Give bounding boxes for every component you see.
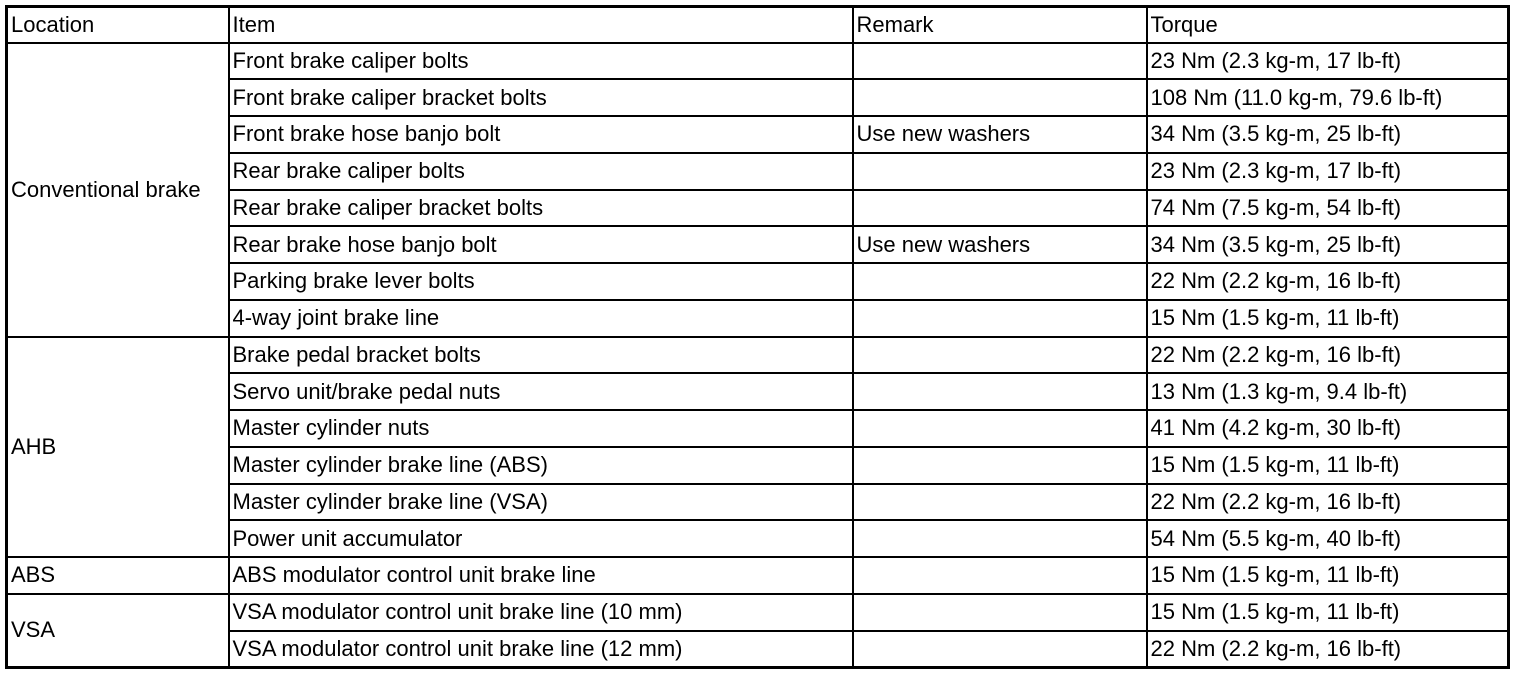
item-cell: Master cylinder nuts bbox=[229, 410, 853, 447]
remark-cell bbox=[853, 447, 1147, 484]
header-item: Item bbox=[229, 7, 853, 43]
torque-cell: 22 Nm (2.2 kg-m, 16 lb-ft) bbox=[1147, 263, 1509, 300]
torque-cell: 13 Nm (1.3 kg-m, 9.4 lb-ft) bbox=[1147, 373, 1509, 410]
remark-cell bbox=[853, 410, 1147, 447]
torque-cell: 15 Nm (1.5 kg-m, 11 lb-ft) bbox=[1147, 300, 1509, 337]
remark-cell bbox=[853, 79, 1147, 116]
location-cell: AHB bbox=[7, 337, 229, 558]
remark-cell: Use new washers bbox=[853, 226, 1147, 263]
table-row bbox=[7, 520, 1509, 557]
remark-cell bbox=[853, 631, 1147, 668]
header-row bbox=[7, 7, 1509, 43]
location-cell: VSA bbox=[7, 594, 229, 668]
item-cell: Front brake caliper bracket bolts bbox=[229, 79, 853, 116]
item-cell: Front brake caliper bolts bbox=[229, 43, 853, 80]
table-body bbox=[7, 43, 1509, 668]
remark-cell bbox=[853, 373, 1147, 410]
torque-cell: 15 Nm (1.5 kg-m, 11 lb-ft) bbox=[1147, 594, 1509, 631]
table-row bbox=[7, 300, 1509, 337]
remark-cell bbox=[853, 557, 1147, 594]
remark-cell: Use new washers bbox=[853, 116, 1147, 153]
item-cell: Power unit accumulator bbox=[229, 520, 853, 557]
torque-cell: 23 Nm (2.3 kg-m, 17 lb-ft) bbox=[1147, 153, 1509, 190]
table-row bbox=[7, 153, 1509, 190]
header-remark: Remark bbox=[853, 7, 1147, 43]
remark-cell bbox=[853, 263, 1147, 300]
item-cell: Servo unit/brake pedal nuts bbox=[229, 373, 853, 410]
item-cell: VSA modulator control unit brake line (12 mm) bbox=[229, 631, 853, 668]
torque-specification-table bbox=[5, 5, 1510, 669]
torque-cell: 22 Nm (2.2 kg-m, 16 lb-ft) bbox=[1147, 337, 1509, 374]
table-row bbox=[7, 594, 1509, 631]
table-row bbox=[7, 447, 1509, 484]
table-row bbox=[7, 226, 1509, 263]
table-row bbox=[7, 631, 1509, 668]
table-row bbox=[7, 484, 1509, 521]
item-cell: Brake pedal bracket bolts bbox=[229, 337, 853, 374]
torque-cell: 108 Nm (11.0 kg-m, 79.6 lb-ft) bbox=[1147, 79, 1509, 116]
table-header bbox=[7, 7, 1509, 43]
item-cell: ABS modulator control unit brake line bbox=[229, 557, 853, 594]
table-row bbox=[7, 263, 1509, 300]
header-location: Location bbox=[7, 7, 229, 43]
torque-cell: 22 Nm (2.2 kg-m, 16 lb-ft) bbox=[1147, 484, 1509, 521]
location-cell: Conventional brake bbox=[7, 43, 229, 337]
item-cell: Master cylinder brake line (VSA) bbox=[229, 484, 853, 521]
remark-cell bbox=[853, 153, 1147, 190]
item-cell: Rear brake hose banjo bolt bbox=[229, 226, 853, 263]
table-row bbox=[7, 190, 1509, 227]
item-cell: Front brake hose banjo bolt bbox=[229, 116, 853, 153]
table-row bbox=[7, 557, 1509, 594]
item-cell: 4-way joint brake line bbox=[229, 300, 853, 337]
location-cell: ABS bbox=[7, 557, 229, 594]
remark-cell bbox=[853, 484, 1147, 521]
torque-cell: 34 Nm (3.5 kg-m, 25 lb-ft) bbox=[1147, 226, 1509, 263]
table-row bbox=[7, 373, 1509, 410]
remark-cell bbox=[853, 43, 1147, 80]
remark-cell bbox=[853, 520, 1147, 557]
table-row bbox=[7, 116, 1509, 153]
torque-cell: 15 Nm (1.5 kg-m, 11 lb-ft) bbox=[1147, 447, 1509, 484]
remark-cell bbox=[853, 337, 1147, 374]
header-torque: Torque bbox=[1147, 7, 1509, 43]
torque-cell: 34 Nm (3.5 kg-m, 25 lb-ft) bbox=[1147, 116, 1509, 153]
item-cell: Master cylinder brake line (ABS) bbox=[229, 447, 853, 484]
table-row bbox=[7, 410, 1509, 447]
torque-cell: 22 Nm (2.2 kg-m, 16 lb-ft) bbox=[1147, 631, 1509, 668]
item-cell: Rear brake caliper bracket bolts bbox=[229, 190, 853, 227]
torque-cell: 15 Nm (1.5 kg-m, 11 lb-ft) bbox=[1147, 557, 1509, 594]
torque-cell: 41 Nm (4.2 kg-m, 30 lb-ft) bbox=[1147, 410, 1509, 447]
table-row bbox=[7, 337, 1509, 374]
table-row bbox=[7, 43, 1509, 80]
table-row bbox=[7, 79, 1509, 116]
remark-cell bbox=[853, 594, 1147, 631]
torque-cell: 54 Nm (5.5 kg-m, 40 lb-ft) bbox=[1147, 520, 1509, 557]
item-cell: Parking brake lever bolts bbox=[229, 263, 853, 300]
item-cell: VSA modulator control unit brake line (10 mm) bbox=[229, 594, 853, 631]
remark-cell bbox=[853, 190, 1147, 227]
torque-cell: 74 Nm (7.5 kg-m, 54 lb-ft) bbox=[1147, 190, 1509, 227]
torque-cell: 23 Nm (2.3 kg-m, 17 lb-ft) bbox=[1147, 43, 1509, 80]
remark-cell bbox=[853, 300, 1147, 337]
item-cell: Rear brake caliper bolts bbox=[229, 153, 853, 190]
